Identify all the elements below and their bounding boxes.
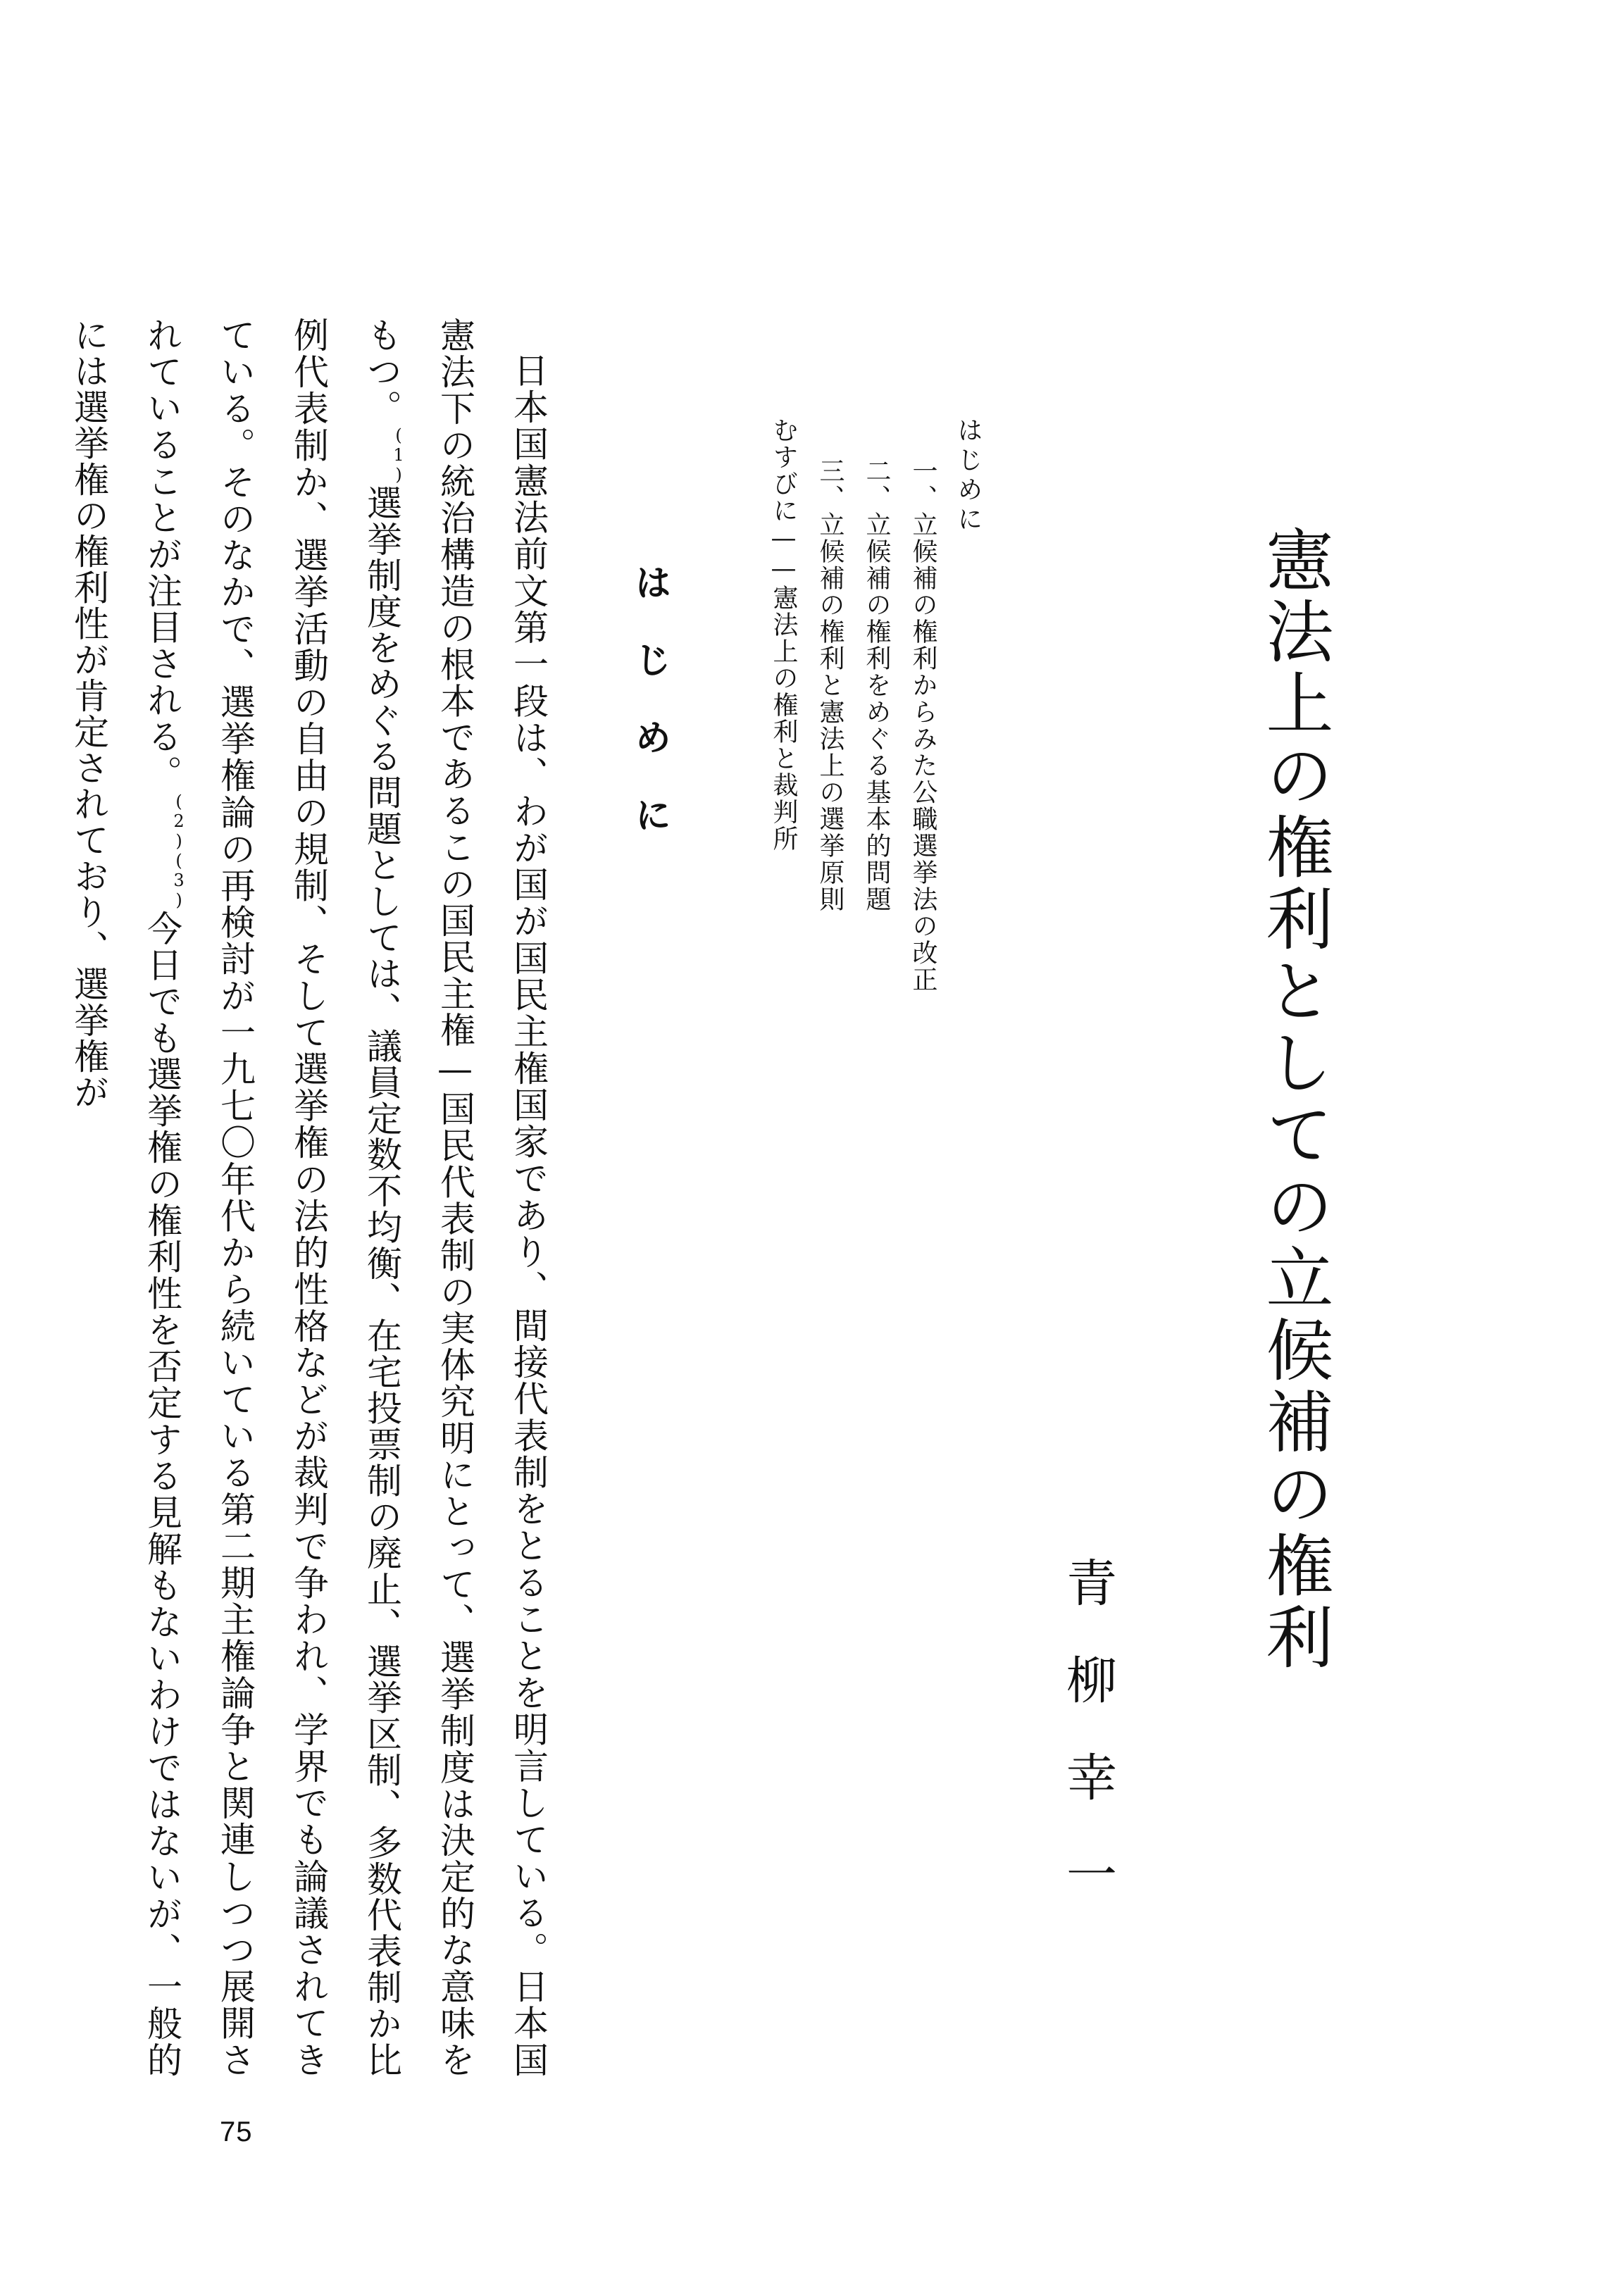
footnote-marker: (2) [169, 791, 189, 851]
body-text-part: 選挙制度をめぐる問題としては、議員定数不均衡、在宅投票制の廃止、選挙区制、多数代表制か比例代表制か、選挙活動の自由の規制、そして選挙権の法的性格などが裁判で争われ、学界でも論議されてきている。そのなかで、選挙権論の再検討が一九七〇年代から続いている第二期主権論争と関連しつつ展開されていることが注目される。 [142, 317, 402, 2078]
body-text-part: 今日でも選挙権の権利性を否定する見解もないわけではないが、一般的には選挙権の権利性が肯定されており、選挙権が [68, 317, 182, 2078]
toc-item: 二、立候補の権利をめぐる基本的問題 [862, 458, 891, 913]
body-text-part: 日本国憲法前文第一段は、わが国が国民主権国家であり、間接代表制をとることを明言している。日本国憲法下の統治構造の根本であるこの国民主権—国民代表制の実体究明にとって、選挙制度は決定的な意味をもつ。 [361, 317, 549, 2078]
toc-item: 三、立候補の権利と憲法上の選挙原則 [816, 458, 844, 913]
toc-item: むすびに——憲法上の権利と裁判所 [769, 417, 798, 852]
footnote-marker: (3) [169, 850, 189, 910]
article-title: 憲法上の権利としての立候補の権利 [1255, 525, 1334, 1674]
toc-item: 一、立候補の権利からみた公職選挙法の改正 [909, 458, 937, 993]
body-paragraph [68, 317, 565, 2078]
footnote-marker: (1) [389, 425, 409, 485]
page-number: 75 [220, 2116, 253, 2147]
section-heading: はじめに [628, 563, 671, 873]
author-name: 青柳幸一 [1058, 1556, 1117, 1945]
toc-heading: はじめに [954, 417, 983, 535]
